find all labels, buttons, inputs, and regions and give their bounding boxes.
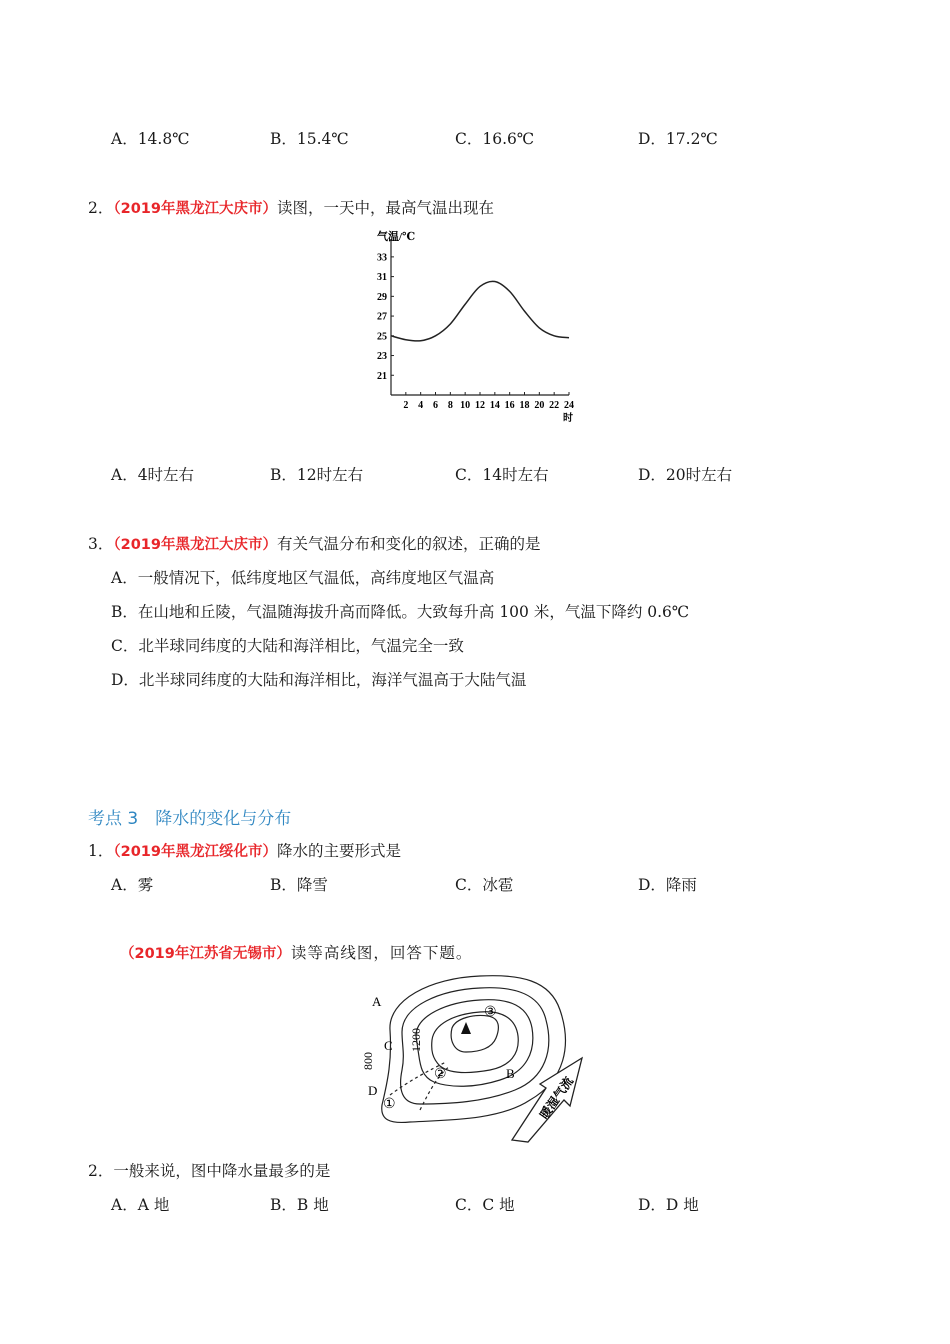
question-number: 2． — [88, 199, 114, 217]
point-1: ① — [383, 1097, 396, 1112]
question-number: 3． — [88, 535, 114, 553]
option-b: B．15.4℃ — [270, 130, 349, 148]
y-tick-label: 29 — [377, 291, 387, 303]
question-3-option-c: C．北半球同纬度的大陆和海洋相比，气温完全一致 — [111, 637, 464, 655]
option-a: A．14.8℃ — [111, 130, 190, 148]
contour-1200-label: 1200 — [409, 1028, 423, 1052]
group-stem — [120, 941, 472, 963]
question-text: 有关气温分布和变化的叙述，正确的是 — [276, 535, 541, 553]
question-source: （2019年黑龙江大庆市） — [113, 201, 277, 217]
x-tick-label: 20 — [534, 400, 545, 411]
option-b: B．降雪 — [270, 876, 328, 894]
option-c: C．16.6℃ — [455, 130, 535, 148]
question-3-option-d: D．北半球同纬度的大陆和海洋相比，海洋气温高于大陆气温 — [111, 671, 527, 689]
x-tick-label: 8 — [447, 400, 453, 411]
section3-question-1-stem — [88, 839, 401, 861]
x-tick-label: 6 — [433, 400, 438, 411]
x-tick-label: 18 — [519, 400, 530, 411]
question-2-stem — [88, 196, 494, 218]
question-text: 降水的主要形式是 — [276, 842, 401, 860]
option-c: C．14时左右 — [455, 466, 549, 484]
y-tick-label: 23 — [377, 351, 387, 363]
x-axis-label: 时 — [563, 413, 573, 424]
contour-800-label: 800 — [361, 1052, 375, 1070]
option-c: C．C 地 — [455, 1196, 515, 1214]
x-tick-label: 22 — [549, 400, 560, 411]
section-heading: 考点 3 降水的变化与分布 — [88, 809, 292, 829]
question-text: 读等高线图，回答下题。 — [290, 944, 473, 962]
option-a: A．雾 — [111, 876, 154, 894]
temperature-chart — [365, 225, 585, 430]
option-c: C．冰雹 — [455, 876, 514, 894]
option-b: B．12时左右 — [270, 466, 364, 484]
x-tick-label: 4 — [418, 400, 424, 411]
point-3: ③ — [484, 1005, 497, 1020]
x-tick-label: 12 — [475, 400, 485, 411]
label-d: D — [368, 1083, 378, 1098]
contour-map — [350, 970, 620, 1150]
y-tick-label: 21 — [377, 370, 387, 382]
option-d: D．17.2℃ — [638, 130, 718, 148]
section3-question-2-stem — [88, 1159, 330, 1181]
x-tick-label: 14 — [489, 400, 500, 411]
temperature-line — [391, 281, 569, 341]
y-axis-label: 气温/℃ — [377, 231, 416, 243]
y-tick-label: 27 — [377, 311, 387, 323]
option-a: A．4时左右 — [111, 466, 195, 484]
point-2: ② — [434, 1067, 447, 1082]
option-a: A．A 地 — [111, 1196, 170, 1214]
x-tick-label: 24 — [564, 400, 574, 411]
question-3-option-a: A．一般情况下，低纬度地区气温低，高纬度地区气温高 — [111, 569, 495, 587]
question-source: （2019年黑龙江大庆市） — [113, 537, 277, 553]
x-tick-label: 16 — [504, 400, 515, 411]
label-b: B — [506, 1066, 515, 1081]
x-tick-label: 2 — [403, 400, 409, 411]
y-tick-label: 33 — [377, 252, 387, 264]
question-number: 1． — [88, 842, 114, 860]
question-source: （2019年黑龙江绥化市） — [113, 844, 277, 860]
label-a: A — [372, 994, 382, 1009]
question-3-option-b: B．在山地和丘陵，气温随海拔升高而降低。大致每升高 100 米，气温下降约 0.6℃ — [111, 603, 690, 621]
option-d: D．20时左右 — [638, 466, 733, 484]
y-tick-label: 31 — [377, 272, 387, 284]
question-source: （2019年江苏省无锡市） — [120, 946, 291, 962]
airflow-label: 暖湿气流 — [536, 1074, 576, 1122]
y-tick-label: 25 — [377, 331, 387, 343]
option-b: B．B 地 — [270, 1196, 329, 1214]
airflow-arrow-icon — [512, 1058, 582, 1142]
label-c: C — [384, 1038, 393, 1053]
question-text: 读图，一天中，最高气温出现在 — [276, 199, 494, 217]
x-tick-label: 10 — [460, 400, 471, 411]
option-d: D．降雨 — [638, 876, 697, 894]
peak-marker-icon — [461, 1022, 471, 1034]
question-3-stem — [88, 532, 541, 554]
option-d: D．D 地 — [638, 1196, 699, 1214]
question-number: 2． — [88, 1162, 114, 1180]
question-text: 一般来说，图中降水量最多的是 — [113, 1162, 331, 1180]
